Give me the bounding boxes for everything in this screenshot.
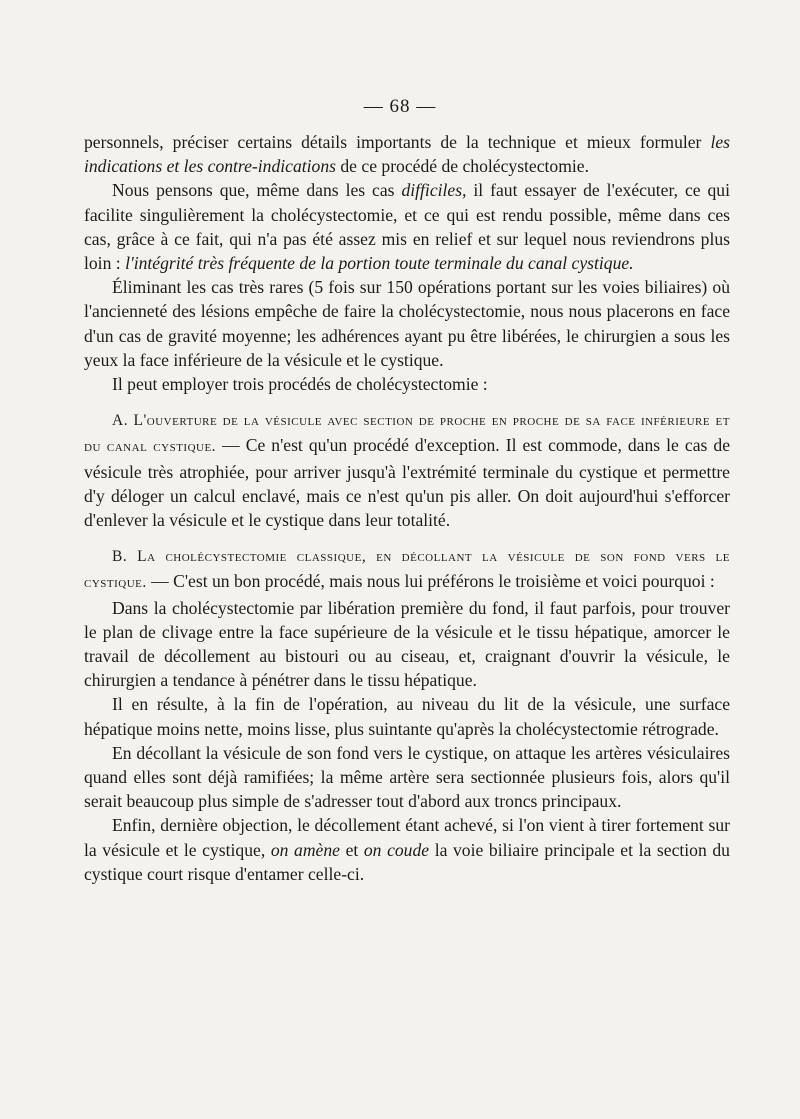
text-run: il faut essayer de l'exécuter, ce qui facilite singulièrement la cholécystectomie, et ce qui est rendu possible, même dans ces cas, grâce à ce fait, qui n'a pas été assez mis en relief et sur lequel nous reviendrons plus loin : [84,180,730,274]
text-run: de ce procédé de cholécystectomie. [335,156,590,177]
italic-text: on amène [270,839,340,860]
text-run: — C'est un bon procédé, mais nous lui préférons le troisième et voici pourquoi : [146,571,715,592]
paragraph: Dans la cholécystectomie par libération première du fond, il faut parfois, pour trouver le plan de clivage entre la face supérieure de la vésicule et le tissu hépatique, amorcer le travail de décollement au bistouri ou au ciseau, et, craignant d'ouvrir la vésicule, le chirurgien a tendance à pénétrer dans le tissu hépatique. [84,597,730,691]
page-body [84,130,730,886]
paragraph: Il en résulte, à la fin de l'opération, au niveau du lit de la vésicule, une surface hépatique moins nette, moins lisse, plus suintante qu'après la cholécystectomie rétrograde. [84,694,730,739]
paragraph: Éliminant les cas très rares (5 fois sur 150 opérations portant sur les voies biliaires) où l'ancienneté des lésions empêche de faire la cholécystectomie, nous nous placerons en face d'un cas de gravité moyenne; les adhérences ayant pu être libérées, le chirurgien a sous les yeux la face inférieure de la vésicule et le cystique. [84,277,730,370]
procedure-b [84,543,730,595]
italic-text: l'intégrité très fréquente de la portion toute terminale du canal cystique. [125,253,634,274]
text-run: Nous pensons que, même dans les cas [112,180,402,201]
procedure-b-heading: B. La cholécystectomie classique, en décollant la vésicule de son fond vers le cystique. [84,548,730,592]
text-run: personnels, préciser certains détails importants de la technique et mieux formuler [84,132,711,152]
paragraph [84,813,730,886]
italic-text: difficiles, [401,180,467,201]
paragraph: En décollant la vésicule de son fond vers le cystique, on attaque les artères vésiculaires quand elles sont déjà ramifiées; la même artère sera sectionnée plusieurs fois, alors qu'il serait beaucoup plus simple de s'adresser tout d'abord aux troncs principaux. [84,742,730,812]
text-run: et [339,839,364,860]
procedure-a-heading: A. L'ouverture de la vésicule avec section de proche en proche de sa face inférieure et du canal cystique. [84,412,730,456]
italic-text: les indications et les contre-indications [84,132,730,177]
page-number: — 68 — [363,96,437,117]
text-run: Enfin, dernière objection, le décollement étant achevé, si l'on vient à tirer fortement sur la vésicule et le cystique, [84,815,730,860]
paragraph: Il peut employer trois procédés de cholécystectomie : [112,374,488,395]
text-run: — Ce n'est qu'un procédé d'exception. Il est commode, dans le cas de vésicule très atrophiée, pour arriver jusqu'à l'extrémité terminale du cystique et permettre d'y déloger un calcul enclavé, mais ce n'est qu'un pis aller. On doit aujourd'hui s'efforcer d'enlever la vésicule et le cystique dans leur totalité. [84,435,730,531]
italic-text: on coude [363,839,430,860]
paragraph-continuation [84,130,730,178]
procedure-a [84,407,730,532]
text-run: la voie biliaire principale et la section du cystique court risque d'entamer celle-ci. [84,839,730,884]
paragraph [84,178,730,275]
